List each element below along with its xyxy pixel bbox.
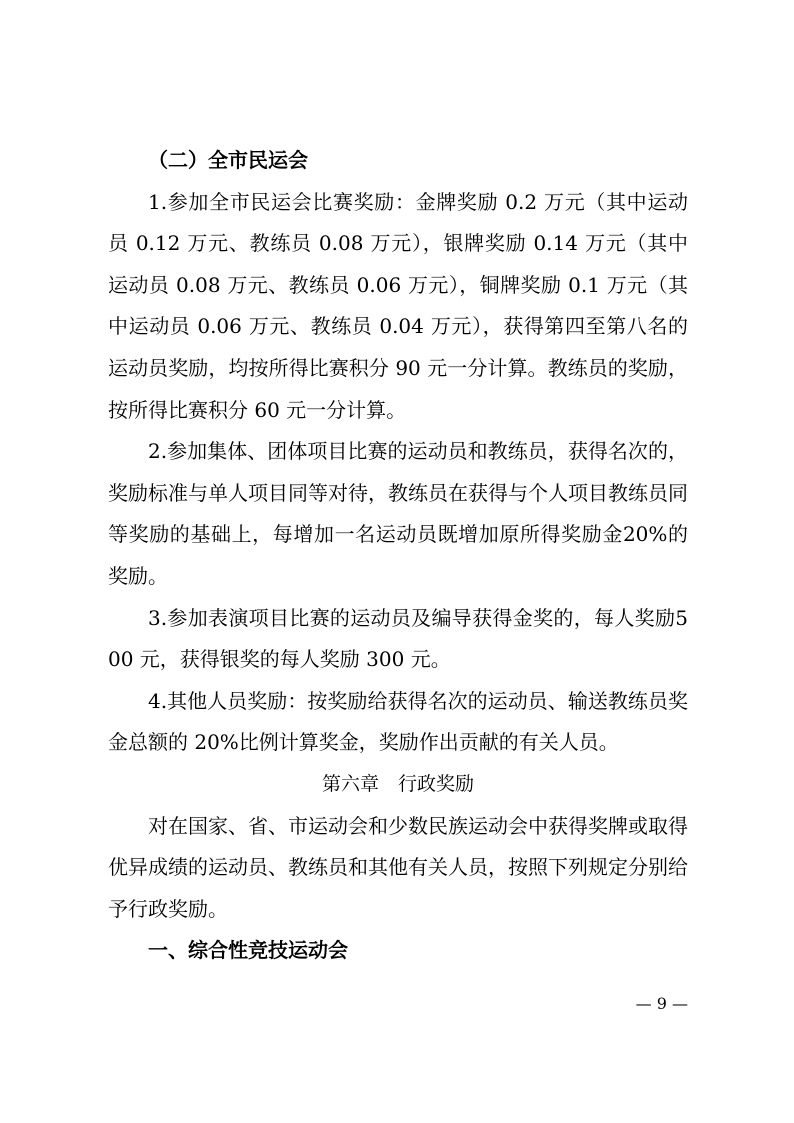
paragraph-gold-medal-award: 1.参加全市民运会比赛奖励：金牌奖励 0.2 万元（其中运动员 0.12 万元、教练员 0.08 万元），银牌奖励 0.14 万元（其中运动员 0.08 万元、教练员 0.06 万元），铜牌奖励 0.1 万元（其中运动员 0.06 万元、教练员 0.04 万元），获得第四至第八名的运动员奖励，均按所得比赛积分 90 元一分计算。教练员的奖励，按所得比赛积分 60 元一分计算。	[108, 189, 688, 422]
paragraph-team-event-award: 2.参加集体、团体项目比赛的运动员和教练员，获得名次的，奖励标准与单人项目同等对待，教练员在获得与个人项目教练员同等奖励的基础上，每增加一名运动员既增加原所得奖励金20%的奖励。	[108, 439, 688, 588]
subsection-heading: 一、综合性竞技运动会	[148, 938, 348, 963]
chapter-title: 第六章 行政奖励	[321, 772, 474, 795]
document-body	[108, 140, 688, 972]
paragraph-performance-award: 3.参加表演项目比赛的运动员及编导获得金奖的，每人奖励500 元，获得银奖的每人奖励 300 元。	[108, 605, 688, 672]
paragraph-other-staff-award: 4.其他人员奖励：按奖励给获得名次的运动员、输送教练员奖金总额的 20%比例计算奖金，奖励作出贡献的有关人员。	[108, 688, 688, 755]
page-number: — 9 —	[635, 994, 688, 1013]
section-heading: （二）全市民运会	[148, 148, 308, 172]
chapter-intro-paragraph: 对在国家、省、市运动会和少数民族运动会中获得奖牌或取得优异成绩的运动员、教练员和其他有关人员，按照下列规定分别给予行政奖励。	[108, 813, 688, 921]
